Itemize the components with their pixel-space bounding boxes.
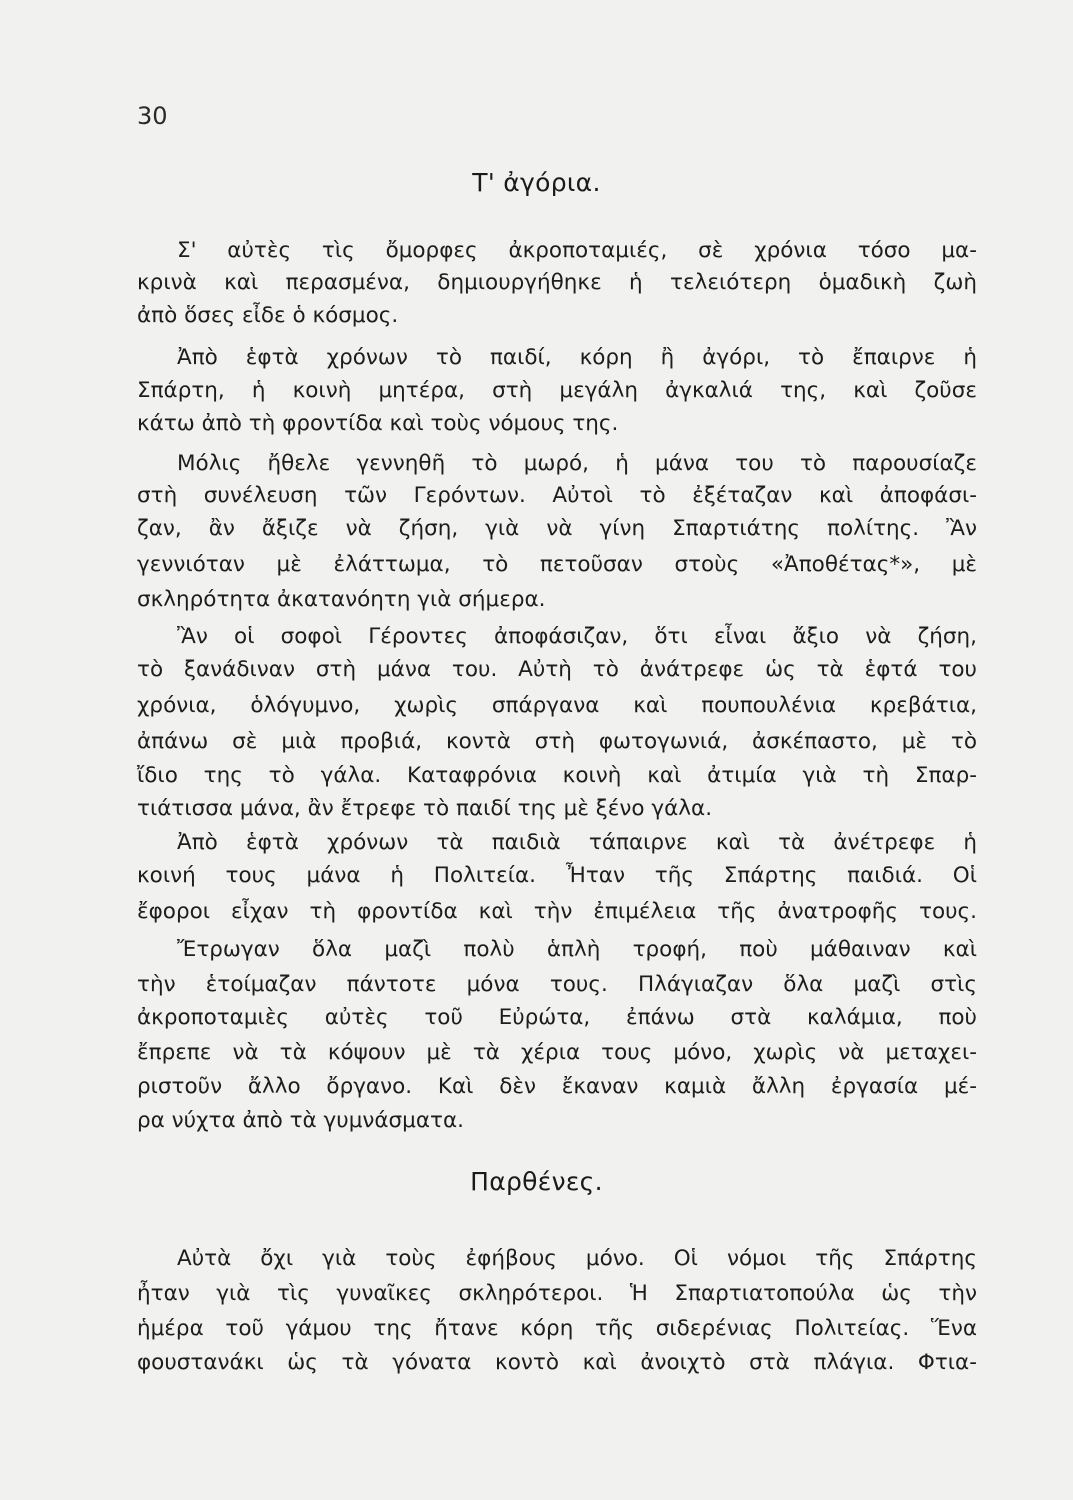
text-line: ἔφοροι εἶχαν τὴ φροντίδα καὶ τὴν ἐπιμέλεια τῆς ἀνατροφῆς τους. [137,899,977,924]
section-heading-maidens: Παρθένες. [470,1167,603,1196]
text-line: σκληρότητα ἀκατανόητη γιὰ σήμερα. [137,587,546,612]
text-line: κρινὰ καὶ περασμένα, δημιουργήθηκε ἡ τελειότερη ὁμαδικὴ ζωὴ [137,270,977,295]
text-line: ἀπὸ ὅσες εἶδε ὁ κόσμος. [137,303,399,328]
text-line: ζαν, ἂν ἄξιζε νὰ ζήση, γιὰ νὰ γίνη Σπαρτιάτης πολίτης. Ἂν [137,516,977,541]
text-line: Σ' αὐτὲς τὶς ὄμορφες ἀκροποταμιές, σὲ χρόνια τόσο μα- [177,238,977,263]
text-line: τὸ ξανάδιναν στὴ μάνα του. Αὐτὴ τὸ ἀνάτρεφε ὡς τὰ ἑφτά του [137,657,977,682]
text-line: γεννιόταν μὲ ἐλάττωμα, τὸ πετοῦσαν στοὺς «Ἀποθέτας*», μὲ [137,552,977,577]
text-line: Αὐτὰ ὄχι γιὰ τοὺς ἐφήβους μόνο. Οἱ νόμοι τῆς Σπάρτης [177,1246,977,1271]
text-line: ἴδιο της τὸ γάλα. Καταφρόνια κοινὴ καὶ ἀτιμία γιὰ τὴ Σπαρ- [137,763,977,788]
text-line: ρα νύχτα ἀπὸ τὰ γυμνάσματα. [137,1108,464,1133]
text-line: στὴ συνέλευση τῶν Γερόντων. Αὐτοὶ τὸ ἐξέταζαν καὶ ἀποφάσι- [137,483,977,508]
text-line: ἀπάνω σὲ μιὰ προβιά, κοντὰ στὴ φωτογωνιά, ἀσκέπαστο, μὲ τὸ [137,729,977,754]
text-line: ἦταν γιὰ τὶς γυναῖκες σκληρότεροι. Ἡ Σπαρτιατοπούλα ὡς τὴν [137,1281,977,1306]
text-line: κάτω ἀπὸ τὴ φροντίδα καὶ τοὺς νόμους της. [137,411,619,436]
text-line: κοινή τους μάνα ἡ Πολιτεία. Ἦταν τῆς Σπάρτης παιδιά. Οἱ [137,863,977,888]
text-line: τιάτισσα μάνα, ἂν ἔτρεφε τὸ παιδί της μὲ ξένο γάλα. [137,796,713,821]
text-line: Σπάρτη, ἡ κοινὴ μητέρα, στὴ μεγάλη ἀγκαλιά της, καὶ ζοῦσε [137,378,977,403]
text-line: ἀκροποταμιὲς αὐτὲς τοῦ Εὐρώτα, ἐπάνω στὰ καλάμια, ποὺ [137,1005,977,1030]
text-line: Ἔτρωγαν ὅλα μαζὶ πολὺ ἁπλὴ τροφή, ποὺ μάθαιναν καὶ [177,937,977,962]
page-number: 30 [137,102,168,130]
text-line: φουστανάκι ὡς τὰ γόνατα κοντὸ καὶ ἀνοιχτὸ στὰ πλάγια. Φτια- [137,1350,977,1375]
text-line: Ἂν οἱ σοφοὶ Γέροντες ἀποφάσιζαν, ὅτι εἶναι ἄξιο νὰ ζήση, [177,624,977,649]
text-line: Ἀπὸ ἑφτὰ χρόνων τὸ παιδί, κόρη ἢ ἀγόρι, τὸ ἔπαιρνε ἡ [177,345,977,370]
section-heading-boys: Τ' ἀγόρια. [472,168,601,197]
text-line: ἡμέρα τοῦ γάμου της ἤτανε κόρη τῆς σιδερένιας Πολιτείας. Ἕνα [137,1316,977,1341]
text-line: ἔπρεπε νὰ τὰ κόψουν μὲ τὰ χέρια τους μόνο, χωρὶς νὰ μεταχει- [137,1040,977,1065]
text-line: Μόλις ἤθελε γεννηθῆ τὸ μωρό, ἡ μάνα του τὸ παρουσίαζε [177,451,977,476]
text-line: Ἀπὸ ἑφτὰ χρόνων τὰ παιδιὰ τάπαιρνε καὶ τὰ ἀνέτρεφε ἡ [177,830,977,855]
text-line: τὴν ἑτοίμαζαν πάντοτε μόνα τους. Πλάγιαζαν ὅλα μαζὶ στὶς [137,972,977,997]
text-line: χρόνια, ὁλόγυμνο, χωρὶς σπάργανα καὶ πουπουλένια κρεβάτια, [137,693,977,718]
text-line: ριστοῦν ἄλλο ὄργανο. Καὶ δὲν ἔκαναν καμιὰ ἄλλη ἐργασία μέ- [137,1074,977,1099]
